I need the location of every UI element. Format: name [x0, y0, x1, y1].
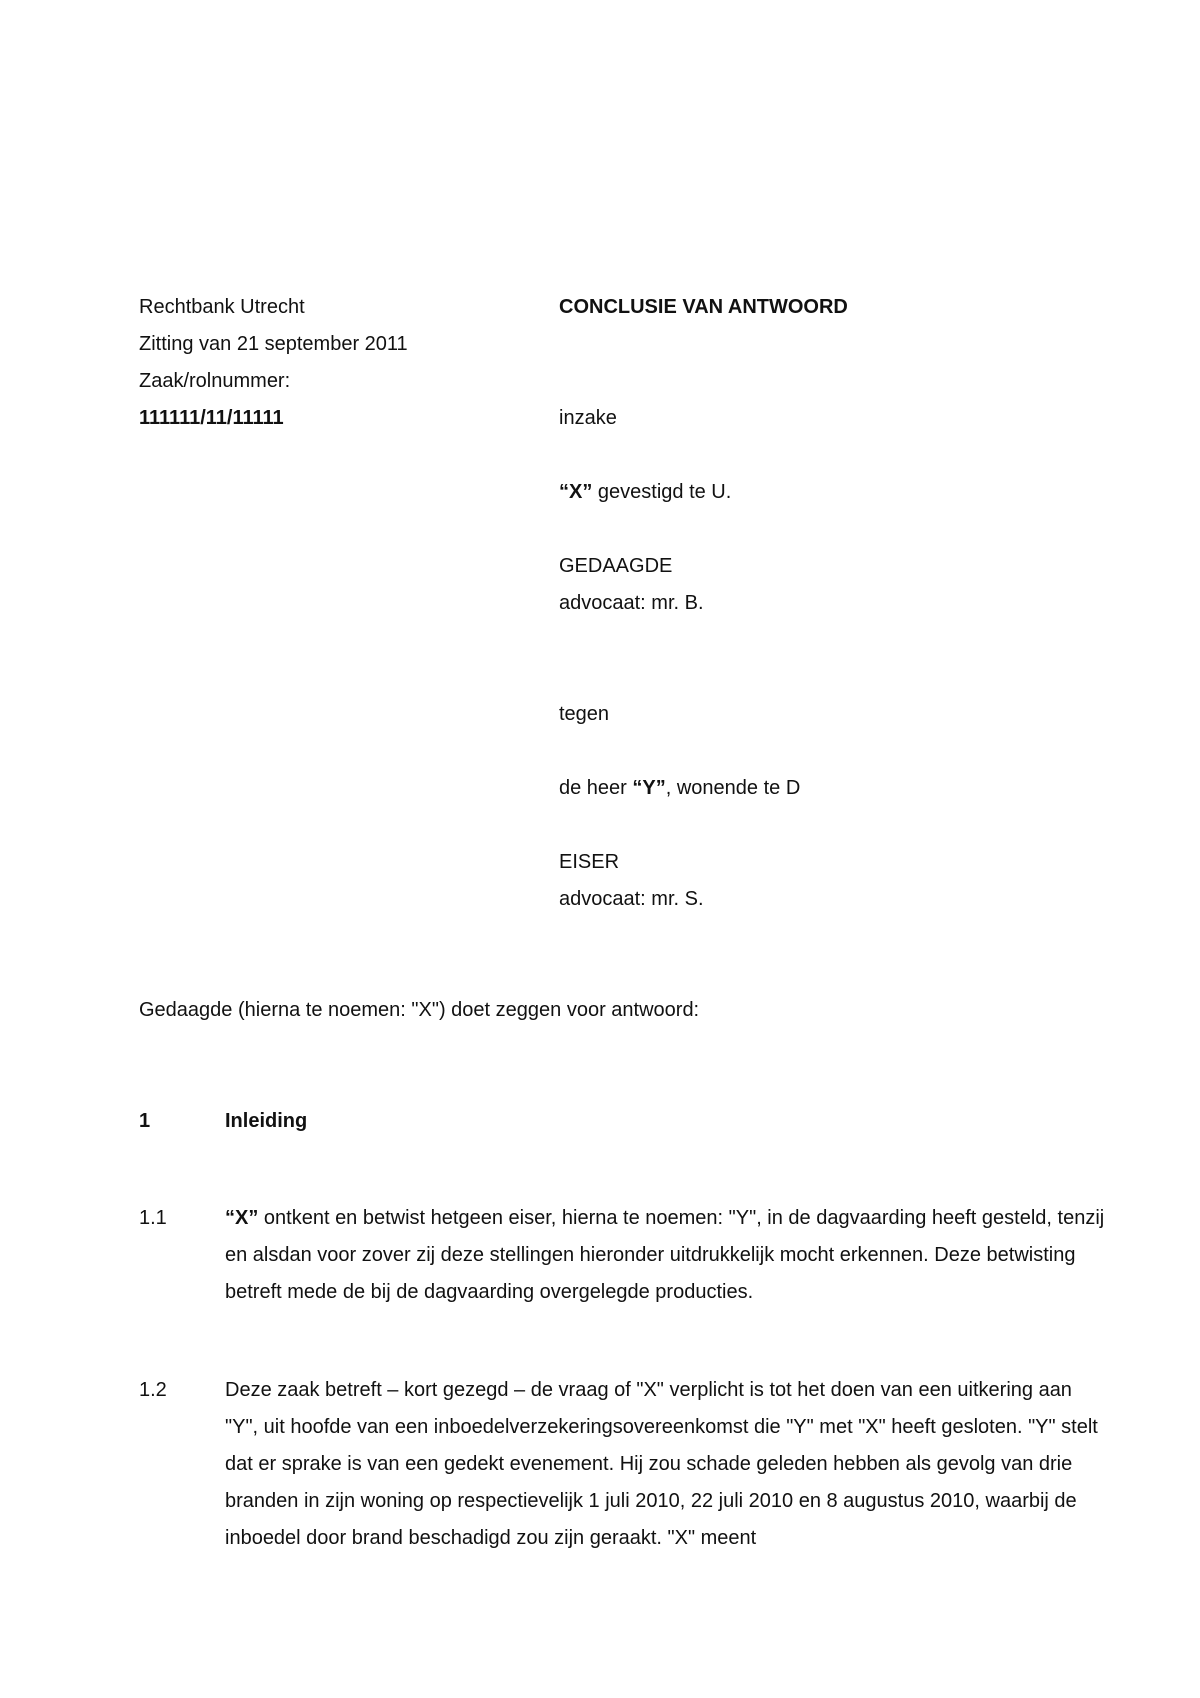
paragraph-number: 1.1 — [139, 1207, 167, 1229]
defendant-line — [559, 480, 731, 504]
paragraph-text — [225, 1200, 1105, 1311]
plaintiff-role: EISER — [559, 851, 620, 873]
plaintiff-prefix: de heer — [559, 777, 633, 799]
plaintiff-name: “Y” — [632, 777, 666, 799]
case-number-label: Zaak/rolnummer: — [139, 370, 291, 392]
document-title: CONCLUSIE VAN ANTWOORD — [559, 296, 848, 318]
intro-sentence: Gedaagde (hierna te noemen: "X") doet zeggen voor antwoord: — [139, 999, 700, 1021]
plaintiff-line — [559, 776, 800, 800]
paragraph-text: Deze zaak betreft – kort gezegd – de vraag of "X" verplicht is tot het doen van een uitkering aan "Y", uit hoofde van een inboedelverzekeringsovereenkomst die "Y" met "X" heeft gesloten. "Y" stelt dat er sprake is van een gedekt evenement. Hij zou schade geleden hebben als gevolg van drie branden in zijn woning op respectievelijk 1 juli 2010, 22 juli 2010 en 8 augustus 2010, waarbij de inboedel door brand beschadigd zou zijn geraakt. "X" meent — [225, 1379, 1098, 1549]
paragraph-body: ontkent en betwist hetgeen eiser, hierna te noemen: "Y", in de dagvaarding heeft gesteld, tenzij en alsdan voor zover zij deze stellingen hieronder uitdrukkelijk mocht erkennen. Deze betwisting betreft mede de bij de dagvaarding overgelegde producties. — [225, 1207, 1105, 1303]
plaintiff-location: , wonende te D — [665, 777, 801, 799]
case-number: 111111/11/11111 — [139, 407, 284, 429]
defendant-lawyer: advocaat: mr. B. — [559, 592, 704, 614]
paragraph-number: 1.2 — [139, 1379, 167, 1401]
inzake-label: inzake — [559, 407, 617, 429]
defendant-role: GEDAAGDE — [559, 555, 673, 577]
section-title: Inleiding — [225, 1110, 308, 1132]
tegen-label: tegen — [559, 703, 610, 725]
session-date: Zitting van 21 september 2011 — [139, 333, 408, 355]
defendant-location: gevestigd te U. — [592, 481, 732, 503]
plaintiff-lawyer: advocaat: mr. S. — [559, 888, 704, 910]
section-number: 1 — [139, 1110, 151, 1132]
defendant-name: “X” — [559, 481, 593, 503]
paragraph-lead: “X” — [225, 1207, 259, 1229]
court-name: Rechtbank Utrecht — [139, 296, 305, 318]
